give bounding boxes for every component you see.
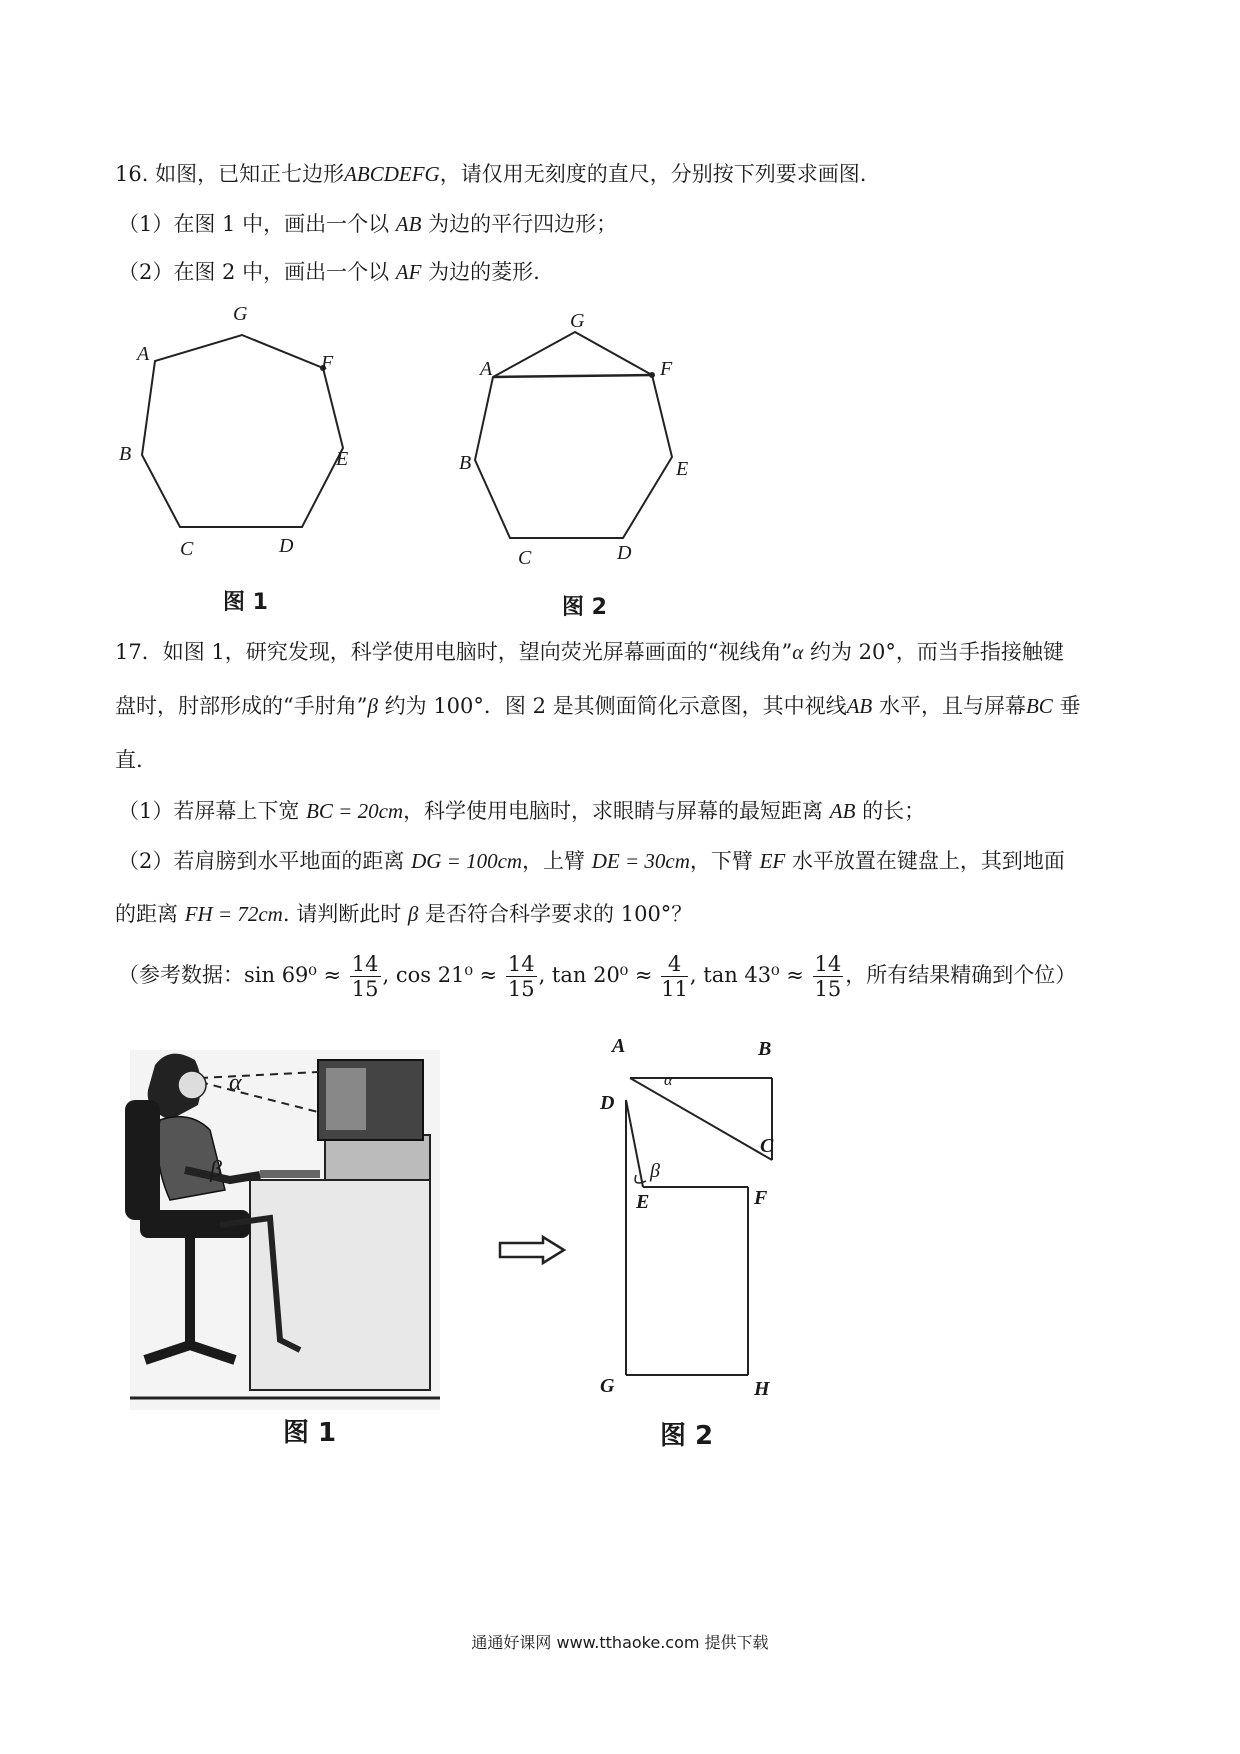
q17-fig2-caption: 图 2 [660,1421,714,1451]
fig2-label-f: F [660,358,673,380]
fig2-label-g: G [570,310,585,332]
q17-stem-line1: 17．如图 1，研究发现，科学使用电脑时，望向荧光屏幕画面的“视线角”α 约为 20°，而当手指接触键 [115,640,1064,664]
fig1-label-g: G [233,303,248,325]
q17-part2-line1: （2）若肩膀到水平地面的距离 DG = 100cm，上臂 DE = 30cm，下臂 EF 水平放置在键盘上，其到地面 [118,849,1065,873]
fig1-label-e: E [336,448,349,470]
frac-4-11: $\frac{4}{11}$ [661,952,688,1001]
page-footer: 通通好课网 www.tthaoke.com 提供下载 [471,1633,769,1652]
fig1-label-a: A [137,343,150,365]
q16-fig1-caption: 图 1 [223,590,268,615]
diagram-label-b: B [758,1038,772,1060]
diagram-label-c: C [760,1135,774,1157]
q17-part2-line2: 的距离 FH = 72cm. 请判断此时 β 是否符合科学要求的 100°？ [115,902,693,926]
photo-beta-label: β [210,1157,222,1183]
diagram-label-d: D [600,1092,615,1114]
fig1-label-d: D [279,535,294,557]
frac-14-15-a: $\frac{14}{15}$ [351,952,379,1001]
diagram-label-h: H [754,1378,770,1400]
q17-figure1-illustration [130,1050,440,1410]
frac-14-15-b: $\frac{14}{15}$ [507,952,535,1001]
q16-part2: （2）在图 2 中，画出一个以 AF 为边的菱形. [118,260,540,284]
photo-alpha-label: α [229,1070,242,1096]
fig1-label-f: F [321,352,334,374]
fig1-label-b: B [119,443,132,465]
fig2-label-c: C [518,547,532,569]
q17-part1: （1）若屏幕上下宽 BC = 20cm，科学使用电脑时，求眼睛与屏幕的最短距离 AB 的长； [118,799,926,823]
diagram-beta-label: β [650,1160,660,1182]
q16-figure2-heptagon [470,320,730,550]
q17-stem-line2: 盘时，肘部形成的“手肘角”β 约为 100°．图 2 是其侧面简化示意图，其中视线AB 水平，且与屏幕BC 垂 [115,694,1081,718]
q16-part1: （1）在图 1 中，画出一个以 AB 为边的平行四边形； [118,212,618,236]
fig2-label-a: A [480,358,493,380]
frac-14-15-c: $\frac{14}{15}$ [814,952,842,1001]
diagram-label-g: G [600,1375,615,1397]
fig2-label-b: B [459,452,472,474]
arrow-icon [498,1235,568,1265]
q16-fig2-caption: 图 2 [562,595,607,620]
fig2-label-d: D [617,542,632,564]
diagram-alpha-label: α [664,1072,673,1089]
q17-stem-line3: 直. [115,748,143,772]
diagram-label-a: A [612,1035,626,1057]
q16-figure1-heptagon [130,315,390,545]
fig1-label-c: C [180,538,194,560]
fig2-label-e: E [676,458,689,480]
q17-figure2-diagram [600,1055,800,1415]
q16-stem: 16. 如图，已知正七边形ABCDEFG，请仅用无刻度的直尺，分别按下列要求画图. [115,162,867,186]
diagram-label-e: E [636,1191,650,1213]
diagram-label-f: F [754,1187,768,1209]
q17-fig1-caption: 图 1 [283,1418,337,1448]
q17-reference-data: （参考数据：sin 69⁰ ≈ $\frac{14}{15}$ , cos 21⁰ ≈ $\frac{14}{15}$ , tan 20⁰ ≈ $\frac{4}{11}$ , tan 43⁰ ≈ $\frac{14}{15}$ ，所有结果精确到个位） [118,952,1077,1001]
